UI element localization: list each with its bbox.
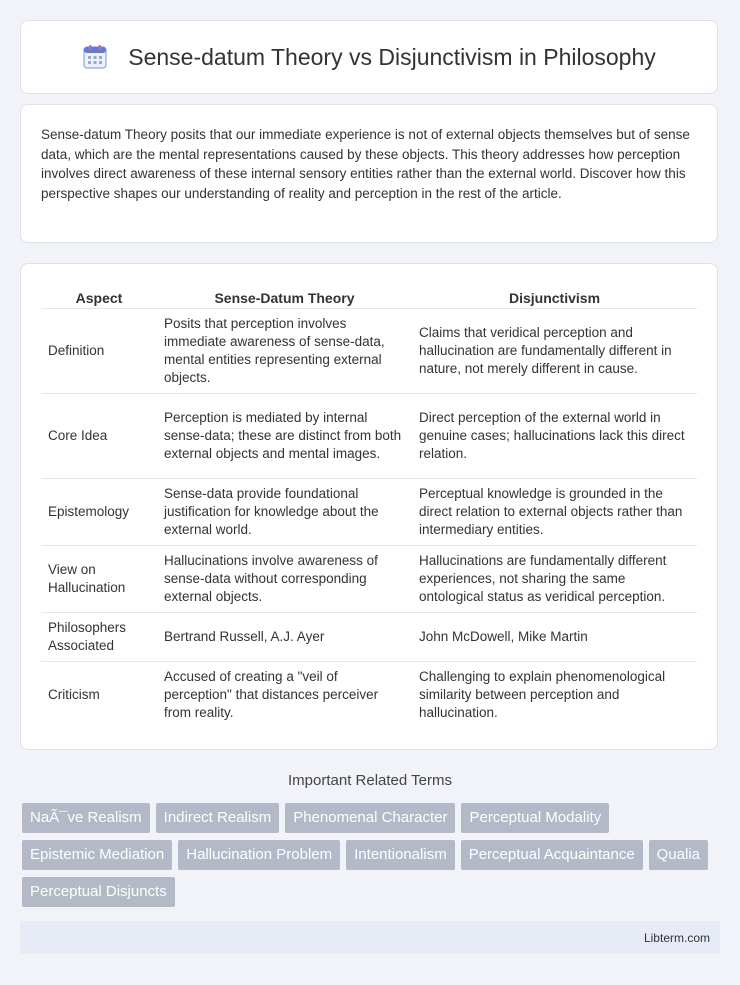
calendar-icon bbox=[82, 44, 108, 70]
table-row bbox=[41, 546, 697, 613]
related-term-tag[interactable]: Phenomenal Character bbox=[285, 803, 455, 833]
table-cell: View on Hallucination bbox=[41, 546, 157, 613]
related-term-tag[interactable]: Hallucination Problem bbox=[178, 840, 340, 870]
table-row bbox=[41, 394, 697, 479]
table-cell: Posits that perception involves immediate awareness of sense-data, mental entities representing external objects. bbox=[157, 309, 412, 394]
table-cell: Challenging to explain phenomenological similarity between perception and hallucination. bbox=[419, 669, 666, 721]
related-term-tag[interactable]: Epistemic Mediation bbox=[22, 840, 172, 870]
table-cell: Claims that veridical perception and hallucination are fundamentally different in nature, not merely different in cause. bbox=[412, 309, 697, 394]
comparison-card bbox=[20, 263, 718, 750]
page-header bbox=[20, 20, 718, 94]
related-term-tag[interactable]: Perceptual Disjuncts bbox=[22, 877, 175, 907]
table-row bbox=[41, 613, 697, 662]
table-row bbox=[41, 479, 697, 546]
related-term-tag[interactable]: Perceptual Acquaintance bbox=[461, 840, 643, 870]
column-header: Sense-Datum Theory bbox=[157, 284, 412, 309]
related-term-tag[interactable]: Perceptual Modality bbox=[461, 803, 609, 833]
table-header-row bbox=[41, 284, 697, 309]
table-cell: Perception is mediated by internal sense-data; these are distinct from both external objects and mental images. bbox=[157, 394, 412, 479]
related-term-tag[interactable]: Indirect Realism bbox=[156, 803, 280, 833]
table-cell: John McDowell, Mike Martin bbox=[412, 613, 697, 662]
table-cell: Direct perception of the external world in genuine cases; hallucinations lack this direct relation. bbox=[412, 394, 697, 479]
table-cell: Perceptual knowledge is grounded in the direct relation to external objects rather than intermediary entities. bbox=[412, 479, 697, 546]
intro-card bbox=[20, 104, 718, 243]
table-cell: Epistemology bbox=[41, 479, 157, 546]
table-cell: Philosophers Associated bbox=[41, 613, 157, 662]
related-term-tag[interactable]: Qualia bbox=[649, 840, 708, 870]
related-terms-list bbox=[22, 803, 722, 907]
intro-text: Sense-datum Theory posits that our immediate experience is not of external objects themselves but of sense data, which are the mental representations caused by these objects. This theory addresses how perception involves direct awareness of these internal sensory entities rather than the external world. Discover how this perspective shapes our understanding of reality and perception in the rest of the article. bbox=[41, 127, 690, 201]
related-term-tag[interactable]: Intentionalism bbox=[346, 840, 455, 870]
table-cell: Core Idea bbox=[41, 394, 157, 479]
table-cell: Criticism bbox=[48, 687, 100, 703]
table-row bbox=[41, 662, 697, 729]
page-footer bbox=[20, 921, 720, 954]
table-cell: Definition bbox=[41, 309, 157, 394]
footer-site-link[interactable]: Libterm.com bbox=[643, 930, 710, 945]
related-terms-title: Important Related Terms bbox=[288, 772, 452, 789]
table-cell: Hallucinations are fundamentally different experiences, not sharing the same ontological status as veridical perception. bbox=[412, 546, 697, 613]
table-cell: Sense-data provide foundational justification for knowledge about the external world. bbox=[157, 479, 412, 546]
comparison-table bbox=[41, 284, 697, 729]
page-title: Sense-datum Theory vs Disjunctivism in Philosophy bbox=[128, 43, 656, 70]
table-cell: Bertrand Russell, A.J. Ayer bbox=[157, 613, 412, 662]
table-cell: Accused of creating a "veil of perception" that distances perceiver from reality. bbox=[164, 669, 379, 721]
column-header: Aspect bbox=[41, 284, 157, 309]
column-header: Disjunctivism bbox=[412, 284, 697, 309]
related-term-tag[interactable]: NaÃ¯ve Realism bbox=[22, 803, 150, 833]
table-cell: Hallucinations involve awareness of sense-data without corresponding external objects. bbox=[157, 546, 412, 613]
table-row bbox=[41, 309, 697, 394]
